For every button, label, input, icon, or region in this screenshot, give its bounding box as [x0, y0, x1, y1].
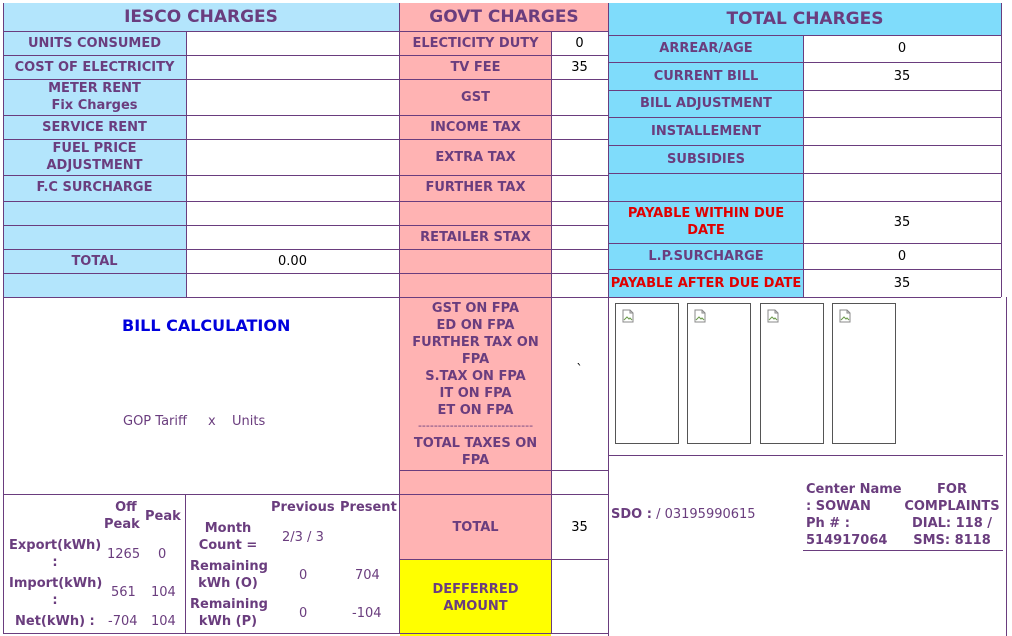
net-label: Net(kWh) : — [15, 614, 95, 629]
gop-tariff-text: GOP Tariff — [123, 414, 187, 429]
iesco-row-value — [186, 115, 399, 139]
label-line: ADJUSTMENT — [46, 158, 143, 173]
total-row-value: 35 — [893, 275, 911, 291]
sdo-label: SDO : — [611, 507, 652, 522]
govt-row-label — [400, 273, 551, 297]
complaints-line-3: DIAL: 118 / — [911, 516, 993, 531]
grid-h-line — [400, 494, 608, 495]
grid-v-line — [608, 3, 609, 636]
broken-image-icon — [621, 309, 635, 323]
grid-h-line — [803, 550, 1003, 551]
total-row-value — [803, 145, 1001, 173]
govt-row-label — [400, 55, 551, 79]
label-line: ARREAR/AGE — [659, 41, 753, 56]
grid-h-line — [400, 273, 608, 274]
govt-row-value — [551, 79, 608, 115]
total-row-label — [609, 201, 803, 243]
complaints-block — [902, 481, 1002, 549]
govt-row-value — [551, 249, 608, 273]
export-label — [9, 537, 101, 571]
grid-v-line — [551, 31, 552, 633]
grid-h-line — [3, 31, 400, 32]
label-line: PAYABLE AFTER DUE DATE — [610, 275, 802, 291]
fpa-total-label — [400, 434, 551, 470]
govt-total-value: 35 — [571, 519, 588, 535]
label-line: F.C SURCHARGE — [36, 179, 153, 195]
label-line: EXTRA TAX — [435, 149, 516, 165]
iesco-row-value — [186, 273, 399, 297]
remaining-p-label-line2: kWh (P) — [198, 614, 258, 629]
label-line: FPA — [461, 351, 490, 367]
export-label-line2: : — [52, 555, 58, 570]
grid-h-line — [400, 225, 608, 226]
label-line: S.TAX ON FPA — [425, 368, 526, 384]
govt-row-value — [551, 139, 608, 175]
label-line: FURTHER TAX — [425, 179, 526, 195]
grid-h-line — [400, 633, 608, 634]
total-row-label — [609, 173, 803, 201]
total-row-value — [803, 173, 1001, 201]
iesco-row-label — [3, 31, 186, 55]
label-line: FPA — [461, 453, 490, 468]
label-line: SUBSIDIES — [667, 151, 745, 167]
total-row-label — [609, 145, 803, 173]
govt-row-value — [551, 201, 608, 225]
label-line: TOTAL — [71, 253, 118, 269]
grid-h-line — [3, 55, 400, 56]
units-text: Units — [232, 414, 266, 429]
label-line: SERVICE RENT — [42, 119, 147, 135]
meter-image-thumbnail — [687, 303, 751, 444]
broken-image-icon — [766, 309, 780, 323]
grid-h-line — [3, 175, 400, 176]
iesco-row-label — [3, 139, 186, 175]
grid-h-line — [400, 249, 608, 250]
iesco-row-label — [3, 225, 186, 249]
grid-h-line — [3, 79, 400, 80]
remaining-o-label-line2: kWh (O) — [198, 576, 258, 591]
grid-h-line — [400, 79, 608, 80]
govt-row-value — [551, 225, 608, 249]
total-row-value — [803, 90, 1001, 117]
label-line: TV FEE — [450, 59, 501, 75]
govt-row-label — [400, 175, 551, 199]
total-row-label — [609, 269, 803, 297]
label-line: ET ON FPA — [437, 402, 514, 418]
net-off-peak-value: -704 — [108, 614, 138, 629]
meter-image-thumbnail — [760, 303, 824, 444]
label-line: METER RENT — [48, 81, 141, 96]
iesco-row-value — [186, 201, 399, 225]
total-row-label — [609, 243, 803, 269]
total-row-value: 0 — [897, 248, 907, 264]
iesco-row-label — [3, 175, 186, 199]
total-row-value: 35 — [893, 214, 911, 230]
label-line: BILL ADJUSTMENT — [640, 96, 772, 111]
center-name-block — [806, 481, 902, 549]
grid-h-line — [609, 35, 1001, 36]
iesco-row-value: 0.00 — [278, 253, 307, 269]
remaining-p-previous: 0 — [299, 606, 308, 621]
govt-row-label — [400, 115, 551, 139]
total-row-value — [803, 117, 1001, 145]
sdo-phone: / 03195990615 — [656, 507, 756, 522]
label-line: PAYABLE WITHIN DUE — [627, 206, 785, 221]
grid-h-line — [609, 201, 1001, 202]
total-row-label — [609, 35, 803, 62]
sdo-line — [611, 507, 756, 522]
month-count-label — [190, 520, 266, 554]
remaining-o-present: 704 — [355, 568, 380, 583]
label-line: Fix Charges — [51, 98, 138, 113]
grid-v-line — [1001, 3, 1002, 297]
off-peak-header — [104, 499, 140, 533]
grid-h-line — [400, 201, 608, 202]
label-line: RETAILER STAX — [420, 229, 531, 245]
label-line: UNITS CONSUMED — [27, 35, 162, 51]
export-peak-value: 0 — [158, 547, 167, 562]
month-count-label-line1: Month — [204, 521, 252, 536]
govt-row-label — [400, 79, 551, 115]
iesco-header-title: IESCO CHARGES — [124, 7, 278, 27]
import-off-peak-value: 561 — [111, 585, 136, 600]
govt-total-label: TOTAL — [452, 519, 499, 535]
present-header: Present — [340, 500, 397, 515]
center-line-3: Ph # : — [806, 516, 850, 531]
grid-h-line — [609, 62, 1001, 63]
total-row-value: 0 — [897, 41, 907, 56]
export-off-peak-value: 1265 — [107, 547, 141, 562]
grid-h-line — [609, 117, 1001, 118]
govt-row-value: 35 — [571, 59, 588, 75]
month-count-value: 2/3 / 3 — [282, 530, 324, 545]
iesco-row-label — [3, 115, 186, 139]
iesco-row-value — [186, 79, 399, 115]
complaints-line-1: FOR — [937, 482, 967, 497]
grid-v-line — [399, 3, 400, 633]
govt-row-value — [551, 273, 608, 297]
fpa-divider: ----------------------------- — [417, 419, 534, 432]
grid-h-line — [3, 297, 400, 298]
grid-h-line — [3, 633, 400, 634]
iesco-row-label — [3, 201, 186, 225]
remaining-p-label — [190, 596, 266, 630]
remaining-o-label-line1: Remaining — [190, 559, 268, 574]
meter-image-thumbnail — [832, 303, 896, 444]
label-line: FUEL PRICE — [52, 141, 137, 156]
grid-h-line — [3, 249, 400, 250]
grid-h-line — [3, 494, 400, 495]
off-peak-header-line2: Peak — [104, 517, 140, 532]
import-label-line1: Import(kWh) — [9, 576, 103, 591]
complaints-line-4: SMS: 8118 — [913, 533, 991, 548]
label-line: IT ON FPA — [439, 385, 512, 401]
remaining-o-previous: 0 — [299, 568, 308, 583]
net-peak-value: 104 — [151, 614, 176, 629]
grid-h-line — [400, 559, 608, 560]
grid-h-line — [3, 225, 400, 226]
grid-h-line — [3, 273, 400, 274]
grid-h-line — [400, 115, 608, 116]
grid-v-line — [803, 35, 804, 297]
label-line: ED ON FPA — [436, 317, 515, 333]
grid-h-line — [3, 201, 400, 202]
grid-h-line — [609, 90, 1001, 91]
label-line: INSTALLEMENT — [650, 123, 761, 139]
import-peak-value: 104 — [151, 585, 176, 600]
grid-v-line — [1006, 297, 1007, 636]
import-label-line2: : — [52, 593, 58, 608]
label-line: INCOME TAX — [430, 119, 521, 135]
govt-header-title: GOVT CHARGES — [429, 7, 579, 27]
govt-row-value — [551, 115, 608, 139]
label-line: DEFFERRED — [432, 582, 519, 597]
govt-row-value: 0 — [575, 35, 584, 51]
bill-calculation-title: BILL CALCULATION — [122, 316, 291, 335]
center-line-2: : SOWAN — [806, 499, 871, 514]
grid-h-line — [400, 175, 608, 176]
label-line: AMOUNT — [443, 599, 508, 614]
grid-v-line — [186, 31, 187, 297]
grid-h-line — [400, 55, 608, 56]
label-line: TOTAL TAXES ON — [413, 436, 538, 451]
govt-row-label — [400, 225, 551, 249]
label-line: ELECTICITY DUTY — [412, 35, 539, 51]
deferred-amount-label — [400, 560, 551, 636]
iesco-row-label — [3, 55, 186, 79]
grid-h-line — [400, 31, 608, 32]
iesco-row-value — [186, 31, 399, 55]
iesco-row-label — [3, 249, 186, 273]
times-symbol: x — [208, 414, 216, 429]
iesco-row-label — [3, 273, 186, 297]
total-row-label — [609, 90, 803, 117]
month-count-label-line2: Count = — [198, 538, 258, 553]
iesco-row-label — [3, 79, 186, 115]
govt-row-label — [400, 31, 551, 55]
peak-header: Peak — [145, 509, 181, 524]
center-line-4: 514917064 — [806, 533, 888, 548]
grid-h-line — [609, 145, 1001, 146]
total-row-label — [609, 117, 803, 145]
import-label — [9, 575, 101, 609]
grid-h-line — [609, 243, 1001, 244]
govt-row-label — [400, 249, 551, 273]
grid-h-line — [609, 297, 1001, 298]
label-line: GST ON FPA — [431, 300, 520, 316]
grid-v-line — [3, 3, 4, 633]
center-line-1: Center Name — [806, 482, 902, 497]
broken-image-icon — [838, 309, 852, 323]
iesco-row-value — [186, 55, 399, 79]
total-header-title: TOTAL CHARGES — [726, 9, 884, 29]
remaining-o-label — [190, 558, 266, 592]
label-line: COST OF ELECTRICITY — [14, 59, 175, 75]
govt-row-value — [551, 175, 608, 199]
remaining-p-label-line1: Remaining — [190, 597, 268, 612]
grid-h-line — [400, 470, 551, 471]
grid-h-line — [609, 173, 1001, 174]
meter-image-thumbnail — [615, 303, 679, 444]
remaining-p-present: -104 — [352, 606, 382, 621]
grid-h-line — [400, 139, 608, 140]
iesco-row-value — [186, 139, 399, 175]
fpa-value: ` — [576, 362, 583, 378]
label-line: GST — [461, 89, 490, 105]
grid-h-line — [609, 455, 1003, 456]
total-row-label — [609, 62, 803, 90]
iesco-row-value — [186, 175, 399, 199]
grid-h-line — [3, 115, 400, 116]
grid-h-line — [609, 269, 1001, 270]
previous-header: Previous — [271, 500, 335, 515]
off-peak-header-line1: Off — [115, 500, 137, 515]
label-line: CURRENT BILL — [653, 68, 759, 84]
label-line: L.P.SURCHARGE — [648, 248, 764, 264]
fpa-taxes-label — [400, 298, 551, 420]
total-row-value: 35 — [893, 68, 911, 84]
label-line: DATE — [687, 223, 725, 238]
govt-row-label — [400, 139, 551, 175]
iesco-row-value — [186, 225, 399, 249]
broken-image-icon — [693, 309, 707, 323]
grid-h-line — [400, 297, 608, 298]
govt-row-label — [400, 201, 551, 225]
grid-v-line — [185, 494, 186, 633]
grid-h-line — [3, 139, 400, 140]
export-label-line1: Export(kWh) — [9, 538, 102, 553]
label-line: FURTHER TAX ON — [412, 334, 539, 350]
complaints-line-2: COMPLAINTS — [904, 499, 1000, 514]
grid-h-line — [551, 470, 608, 471]
